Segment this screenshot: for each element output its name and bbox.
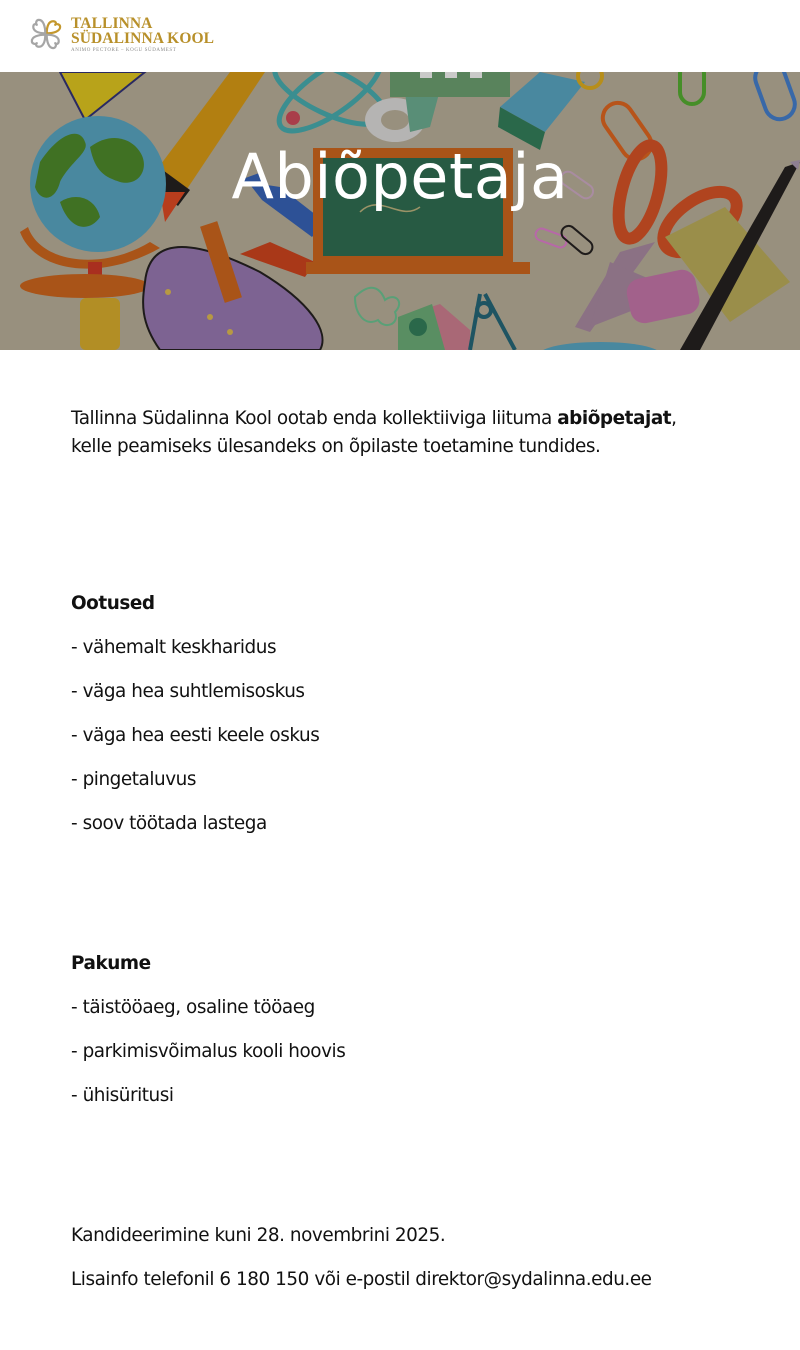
logo-tagline: ANIMO PECTORE – KOGU SÜDAMEST [71, 48, 177, 53]
intro-line2: kelle peamiseks ülesandeks on õpilaste toetamine tundides. [71, 436, 601, 457]
logo-line1: TALLINNA [71, 15, 153, 32]
intro-text: Tallinna Südalinna Kool ootab enda kollektiiviga liituma [71, 408, 558, 429]
expectation-item: - pingetaluvus [71, 769, 196, 790]
page-title: Abiõpetaja [231, 140, 569, 213]
site-header [0, 0, 800, 72]
contact-info: Lisainfo telefonil 6 180 150 või e-postil direktor@sydalinna.edu.ee [71, 1269, 652, 1290]
offer-item: - ühisüritusi [71, 1085, 174, 1106]
offer-item: - täistööaeg, osaline tööaeg [71, 997, 315, 1018]
expectation-item: - vähemalt keskharidus [71, 637, 277, 658]
logo-link[interactable] [25, 12, 214, 55]
hero-banner [0, 72, 800, 350]
intro-paragraph [71, 405, 731, 461]
expectation-item: - soov töötada lastega [71, 813, 267, 834]
expectation-item: - väga hea eesti keele oskus [71, 725, 320, 746]
logo-text [71, 12, 214, 55]
heart-clover-logo-icon [25, 13, 67, 55]
logo-line2: SÜDALINNA KOOL [71, 30, 215, 47]
offers-title: Pakume [71, 953, 151, 974]
intro-bold-role: abiõpetajat [557, 408, 672, 429]
intro-comma: , [671, 408, 677, 429]
offer-item: - parkimisvõimalus kooli hoovis [71, 1041, 346, 1062]
application-deadline: Kandideerimine kuni 28. novembrini 2025. [71, 1225, 446, 1246]
expectation-item: - väga hea suhtlemisoskus [71, 681, 305, 702]
expectations-title: Ootused [71, 593, 155, 614]
